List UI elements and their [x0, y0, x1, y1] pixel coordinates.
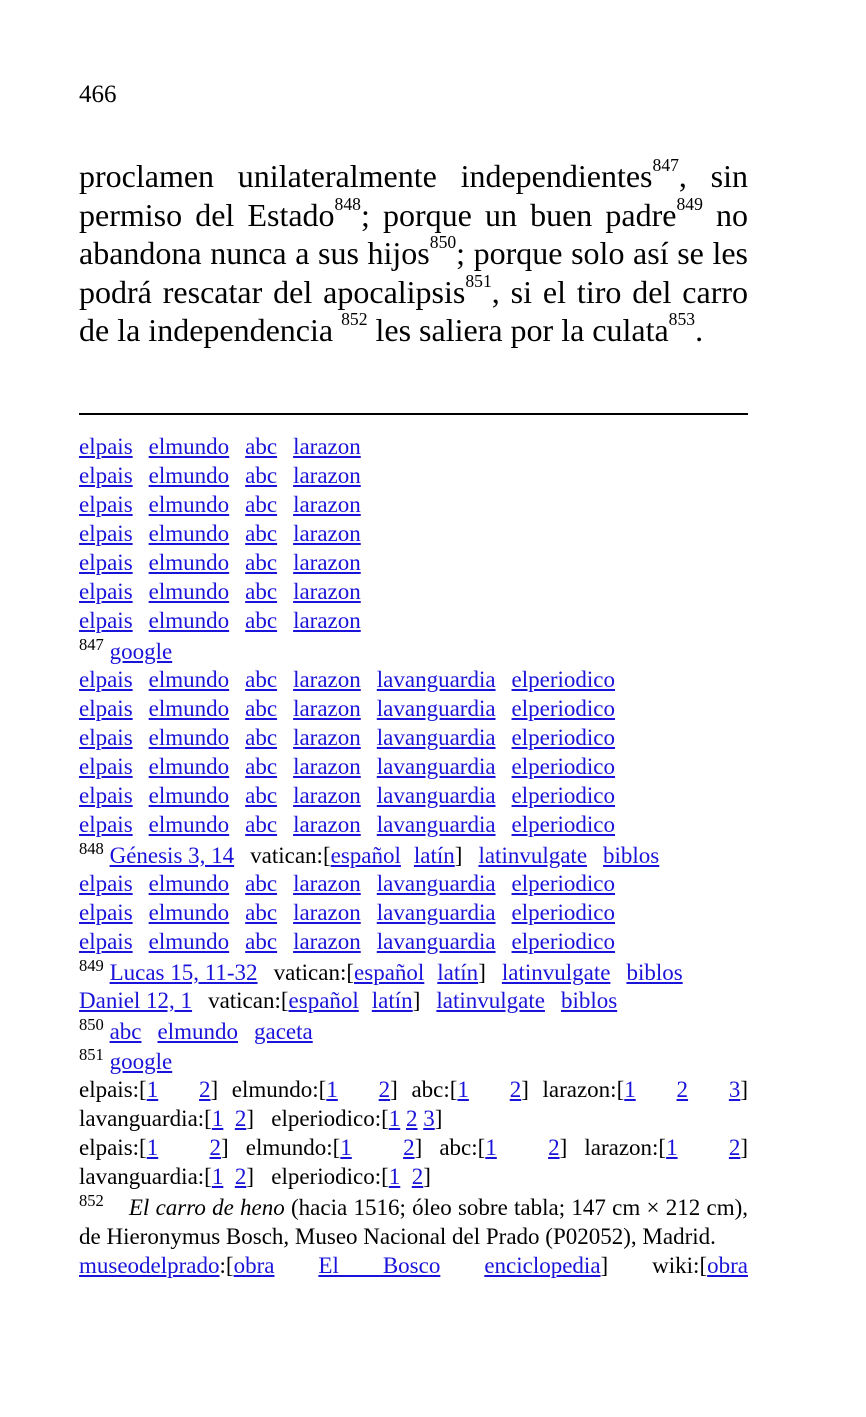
- link-2[interactable]: 2: [406, 1106, 418, 1131]
- link-1[interactable]: 1: [624, 1077, 636, 1102]
- link-elperiodico[interactable]: elperiodico: [511, 667, 616, 692]
- footnote-ref: 850: [429, 232, 457, 253]
- link-row: [79, 606, 748, 635]
- link-1[interactable]: 1: [457, 1077, 469, 1102]
- link-row: [79, 781, 748, 810]
- link-1[interactable]: 1: [211, 1106, 224, 1131]
- link-2[interactable]: 2: [234, 1164, 247, 1189]
- link-larazon[interactable]: larazon: [293, 463, 361, 488]
- link-larazon[interactable]: larazon: [293, 812, 361, 837]
- body-text-segment: proclamen unilateralmente independientes: [79, 158, 653, 194]
- link-row: [79, 869, 748, 898]
- link-larazon[interactable]: larazon: [293, 754, 361, 779]
- footnote-number: 851: [79, 1044, 104, 1064]
- link-abc[interactable]: abc: [245, 550, 278, 575]
- link-row: [79, 461, 748, 490]
- link-row: [79, 694, 748, 723]
- link-larazon[interactable]: larazon: [293, 900, 361, 925]
- footnote-851: [79, 1045, 748, 1075]
- bracket: ]: [600, 1253, 609, 1278]
- link-elperiodico[interactable]: elperiodico: [511, 871, 616, 896]
- link-elmundo[interactable]: elmundo: [148, 929, 230, 954]
- newspaper-refs-row: [79, 1075, 748, 1104]
- link-elpais[interactable]: elpais: [79, 521, 133, 546]
- link-2[interactable]: 2: [234, 1106, 247, 1131]
- link-larazon[interactable]: larazon: [293, 579, 361, 604]
- link-3[interactable]: 3: [423, 1106, 435, 1131]
- body-text-segment: no abandona nunca a sus hijos: [79, 196, 749, 271]
- footnote-850: [79, 1015, 748, 1045]
- link-row: [79, 752, 748, 781]
- wiki-label: wiki:[: [652, 1253, 708, 1278]
- link-1[interactable]: 1: [485, 1135, 497, 1160]
- link-abc[interactable]: abc: [245, 783, 278, 808]
- link-1[interactable]: 1: [388, 1164, 401, 1189]
- link-obra[interactable]: obra: [233, 1253, 275, 1278]
- link-elmundo[interactable]: elmundo: [148, 492, 230, 517]
- bracket: ]: [521, 1077, 529, 1102]
- link-lavanguardia[interactable]: lavanguardia: [376, 871, 496, 896]
- link-elpais[interactable]: elpais: [79, 579, 133, 604]
- link-elperiodico[interactable]: elperiodico: [511, 812, 616, 837]
- link-abc[interactable]: abc: [245, 463, 278, 488]
- bracket: ]: [740, 1135, 748, 1160]
- footnote-number: 852: [79, 1190, 104, 1210]
- bracket: ]: [559, 1135, 568, 1160]
- link-elpais[interactable]: elpais: [79, 754, 133, 779]
- footnote-ref: 852: [341, 309, 368, 330]
- artwork-description: (hacia 1516; óleo sobre tabla; 147 cm × 212 cm), de Hieronymus Bosch, Museo Nacional del Prado (P02052), Madrid.: [79, 1195, 748, 1249]
- link-abc[interactable]: abc: [245, 812, 278, 837]
- footnote-number: 850: [79, 1014, 104, 1034]
- link-abc[interactable]: abc: [245, 667, 278, 692]
- bracket: ]: [412, 988, 421, 1013]
- link-biblos[interactable]: biblos: [560, 988, 618, 1013]
- lavanguardia-label: lavanguardia:[: [79, 1106, 212, 1131]
- link-latin[interactable]: latín: [437, 960, 479, 985]
- link-lucas[interactable]: Lucas 15, 11-32: [109, 960, 258, 985]
- link-elpais[interactable]: elpais: [79, 608, 133, 633]
- link-lavanguardia[interactable]: lavanguardia: [376, 812, 496, 837]
- elperiodico-label: elperiodico:[: [271, 1164, 389, 1189]
- link-elmundo[interactable]: elmundo: [148, 550, 230, 575]
- link-abc[interactable]: abc: [245, 608, 278, 633]
- link-latinvulgate[interactable]: latinvulgate: [478, 843, 588, 868]
- elpais-label: elpais:[: [79, 1135, 147, 1160]
- footnote-number: 849: [79, 955, 104, 975]
- link-1[interactable]: 1: [146, 1077, 159, 1102]
- link-espanol[interactable]: español: [330, 843, 401, 868]
- link-larazon[interactable]: larazon: [293, 783, 361, 808]
- footnote-ref: 847: [652, 155, 679, 176]
- link-larazon[interactable]: larazon: [293, 725, 361, 750]
- link-elmundo[interactable]: elmundo: [148, 463, 230, 488]
- bracket: ]: [423, 1164, 431, 1189]
- link-enciclopedia[interactable]: enciclopedia: [484, 1253, 601, 1278]
- link-espanol[interactable]: español: [288, 988, 359, 1013]
- vatican-label: vatican:[: [250, 843, 331, 868]
- link-1[interactable]: 1: [211, 1164, 224, 1189]
- footnote-848: [79, 839, 748, 869]
- body-paragraph: [79, 157, 748, 350]
- link-row: [79, 490, 748, 519]
- link-abc[interactable]: abc: [245, 900, 278, 925]
- link-google[interactable]: google: [109, 639, 173, 664]
- link-row: [79, 810, 748, 839]
- link-1[interactable]: 1: [326, 1077, 338, 1102]
- link-lavanguardia[interactable]: lavanguardia: [376, 900, 496, 925]
- link-row: [79, 723, 748, 752]
- bracket: ]: [414, 1135, 423, 1160]
- newspaper-refs-row: [79, 1133, 748, 1162]
- link-abc[interactable]: abc: [245, 929, 278, 954]
- link-larazon[interactable]: larazon: [293, 521, 361, 546]
- abc-label: abc:[: [439, 1135, 486, 1160]
- link-gaceta[interactable]: gaceta: [254, 1019, 313, 1044]
- link-lavanguardia[interactable]: lavanguardia: [376, 725, 496, 750]
- link-larazon[interactable]: larazon: [293, 871, 361, 896]
- link-elperiodico[interactable]: elperiodico: [511, 696, 616, 721]
- link-abc[interactable]: abc: [245, 725, 278, 750]
- link-elperiodico[interactable]: elperiodico: [511, 900, 616, 925]
- link-abc[interactable]: abc: [245, 754, 278, 779]
- link-elpais[interactable]: elpais: [79, 696, 133, 721]
- link-abc[interactable]: abc: [245, 579, 278, 604]
- link-museodelprado[interactable]: museodelprado: [79, 1253, 220, 1278]
- link-2[interactable]: 2: [411, 1164, 424, 1189]
- page-number: 466: [79, 81, 117, 108]
- link-elperiodico[interactable]: elperiodico: [511, 783, 616, 808]
- bracket: ]: [434, 1106, 443, 1131]
- museum-refs-row: [79, 1251, 748, 1280]
- link-elmundo[interactable]: elmundo: [148, 579, 230, 604]
- body-text-segment: , sin permiso del Estado: [79, 158, 749, 233]
- link-row: [79, 927, 748, 956]
- link-row: [79, 898, 748, 927]
- link-elperiodico[interactable]: elperiodico: [511, 929, 616, 954]
- bracket: ]: [740, 1077, 748, 1102]
- link-elpais[interactable]: elpais: [79, 492, 133, 517]
- link-abc[interactable]: abc: [245, 434, 278, 459]
- bracket: :[: [219, 1253, 234, 1278]
- link-elpais[interactable]: elpais: [79, 783, 133, 808]
- link-2[interactable]: 2: [676, 1077, 689, 1102]
- link-elmundo[interactable]: elmundo: [148, 521, 230, 546]
- link-elperiodico[interactable]: elperiodico: [511, 754, 616, 779]
- newspaper-refs-row: [79, 1104, 748, 1133]
- link-1[interactable]: 1: [666, 1135, 678, 1160]
- vatican-label: vatican:[: [208, 988, 289, 1013]
- elmundo-label: elmundo:[: [231, 1077, 327, 1102]
- link-latin[interactable]: latín: [371, 988, 413, 1013]
- link-abc[interactable]: abc: [245, 521, 278, 546]
- link-row: [79, 519, 748, 548]
- link-elpais[interactable]: elpais: [79, 812, 133, 837]
- link-obra[interactable]: obra: [707, 1253, 748, 1278]
- link-abc[interactable]: abc: [245, 492, 278, 517]
- link-lavanguardia[interactable]: lavanguardia: [376, 667, 496, 692]
- link-genesis[interactable]: Génesis 3, 14: [109, 843, 235, 868]
- link-larazon[interactable]: larazon: [293, 492, 361, 517]
- link-google[interactable]: google: [109, 1049, 173, 1074]
- link-abc[interactable]: abc: [109, 1019, 142, 1044]
- elperiodico-label: elperiodico:[: [271, 1106, 389, 1131]
- link-elmundo[interactable]: elmundo: [148, 608, 230, 633]
- footnote-847: [79, 635, 748, 665]
- elmundo-label: elmundo:[: [245, 1135, 341, 1160]
- footnotes-area: [79, 432, 748, 1280]
- link-el-bosco[interactable]: El Bosco: [318, 1253, 441, 1278]
- footnote-852: [79, 1190, 748, 1251]
- link-2[interactable]: 2: [378, 1077, 391, 1102]
- link-larazon[interactable]: larazon: [293, 667, 361, 692]
- footnote-849: [79, 956, 748, 986]
- footnote-number: 848: [79, 838, 104, 858]
- link-latin[interactable]: latín: [413, 843, 455, 868]
- link-elpais[interactable]: elpais: [79, 434, 133, 459]
- bracket: ]: [246, 1106, 254, 1131]
- elpais-label: elpais:[: [79, 1077, 147, 1102]
- bracket: ]: [210, 1077, 219, 1102]
- link-elpais[interactable]: elpais: [79, 463, 133, 488]
- link-2[interactable]: 2: [403, 1135, 415, 1160]
- abc-label: abc:[: [411, 1077, 458, 1102]
- link-elpais[interactable]: elpais: [79, 550, 133, 575]
- lavanguardia-label: lavanguardia:[: [79, 1164, 212, 1189]
- link-lavanguardia[interactable]: lavanguardia: [376, 783, 496, 808]
- link-biblos[interactable]: biblos: [603, 843, 660, 868]
- link-row: [79, 548, 748, 577]
- link-elmundo[interactable]: elmundo: [148, 434, 230, 459]
- link-lavanguardia[interactable]: lavanguardia: [376, 929, 496, 954]
- link-1[interactable]: 1: [340, 1135, 352, 1160]
- link-3[interactable]: 3: [728, 1077, 741, 1102]
- link-elperiodico[interactable]: elperiodico: [511, 725, 616, 750]
- link-larazon[interactable]: larazon: [293, 696, 361, 721]
- link-biblos[interactable]: biblos: [626, 960, 683, 985]
- link-larazon[interactable]: larazon: [293, 929, 361, 954]
- link-lavanguardia[interactable]: lavanguardia: [376, 696, 496, 721]
- link-elpais[interactable]: elpais: [79, 667, 133, 692]
- body-text-segment: .: [695, 312, 704, 348]
- link-lavanguardia[interactable]: lavanguardia: [376, 754, 496, 779]
- link-elpais[interactable]: elpais: [79, 900, 133, 925]
- link-elpais[interactable]: elpais: [79, 725, 133, 750]
- link-2[interactable]: 2: [509, 1077, 522, 1102]
- reference-row: [79, 986, 748, 1015]
- body-text-segment: les saliera por la culata: [367, 312, 669, 348]
- footnote-number: 847: [79, 634, 104, 654]
- footnote-ref: 848: [334, 193, 361, 214]
- link-abc[interactable]: abc: [245, 871, 278, 896]
- link-elmundo[interactable]: elmundo: [148, 725, 230, 750]
- link-latinvulgate[interactable]: latinvulgate: [436, 988, 545, 1013]
- footnote-ref: 851: [465, 270, 492, 291]
- footnote-ref: 853: [668, 309, 696, 330]
- bracket: ]: [454, 843, 463, 868]
- link-latinvulgate[interactable]: latinvulgate: [501, 960, 611, 985]
- artwork-title: El carro de heno: [128, 1195, 285, 1220]
- link-2[interactable]: 2: [728, 1135, 741, 1160]
- link-1[interactable]: 1: [388, 1106, 401, 1131]
- link-elmundo[interactable]: elmundo: [148, 783, 230, 808]
- link-elpais[interactable]: elpais: [79, 929, 133, 954]
- bracket: ]: [478, 960, 486, 985]
- vatican-label: vatican:[: [273, 960, 355, 985]
- bracket: ]: [390, 1077, 398, 1102]
- body-text-segment: ; porque un buen padre: [360, 196, 677, 233]
- link-elmundo[interactable]: elmundo: [157, 1019, 238, 1044]
- link-larazon[interactable]: larazon: [293, 550, 361, 575]
- link-elpais[interactable]: elpais: [79, 871, 133, 896]
- link-elmundo[interactable]: elmundo: [148, 667, 230, 692]
- link-elmundo[interactable]: elmundo: [148, 871, 230, 896]
- link-elmundo[interactable]: elmundo: [148, 812, 230, 837]
- link-elmundo[interactable]: elmundo: [148, 696, 230, 721]
- bracket: ]: [246, 1164, 254, 1189]
- link-row: [79, 577, 748, 606]
- link-espanol[interactable]: español: [354, 960, 425, 985]
- body-text-segment: , si el tiro del carro de la independencia: [79, 273, 749, 348]
- bracket: ]: [220, 1135, 229, 1160]
- link-2[interactable]: 2: [199, 1077, 211, 1102]
- link-daniel[interactable]: Daniel 12, 1: [79, 988, 193, 1013]
- link-row: [79, 665, 748, 694]
- link-abc[interactable]: abc: [245, 696, 278, 721]
- footnote-separator: [79, 413, 748, 415]
- larazon-label: larazon:[: [584, 1135, 667, 1160]
- link-2[interactable]: 2: [209, 1135, 221, 1160]
- body-text-segment: ; porque solo así se les podrá rescatar del apocalipsis: [79, 235, 749, 310]
- footnote-ref: 849: [676, 193, 703, 214]
- link-1[interactable]: 1: [146, 1135, 159, 1160]
- larazon-label: larazon:[: [542, 1077, 625, 1102]
- link-larazon[interactable]: larazon: [293, 434, 361, 459]
- link-larazon[interactable]: larazon: [293, 608, 361, 633]
- link-elmundo[interactable]: elmundo: [148, 900, 230, 925]
- link-elmundo[interactable]: elmundo: [148, 754, 230, 779]
- link-row: [79, 432, 748, 461]
- link-2[interactable]: 2: [548, 1135, 560, 1160]
- newspaper-refs-row: [79, 1162, 748, 1191]
